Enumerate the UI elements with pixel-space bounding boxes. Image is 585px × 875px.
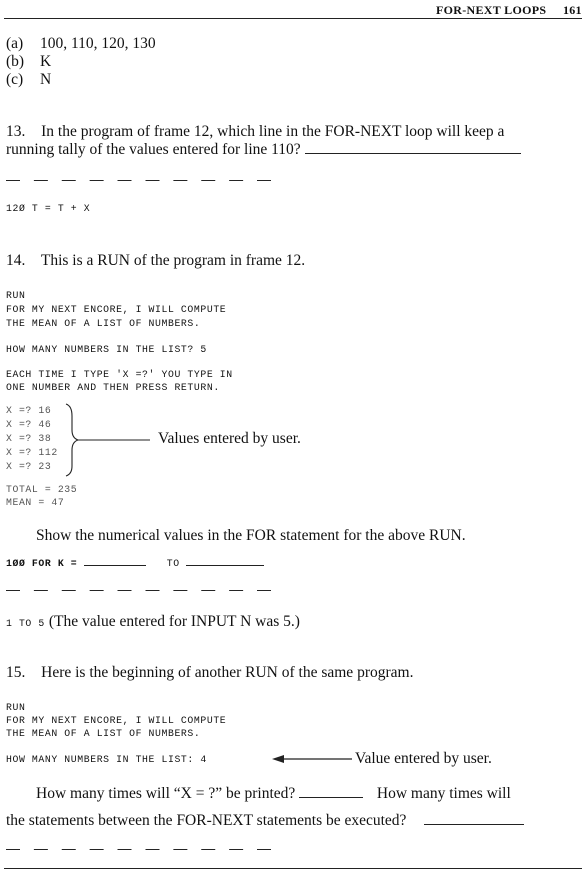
answer-code: 1 TO 5 <box>6 618 45 629</box>
code-line: 12Ø T = T + X <box>6 203 91 214</box>
annotation: Value entered by user. <box>355 750 492 767</box>
run-output-line: RUN <box>6 290 26 301</box>
run-output-line: ONE NUMBER AND THEN PRESS RETURN. <box>6 382 220 393</box>
frame-15-q2 <box>6 812 524 830</box>
question-text: How many times will <box>376 785 511 802</box>
frame-number: 14. <box>6 252 26 269</box>
frame-text: Here is the beginning of another RUN of the same program. <box>41 664 414 681</box>
footer-rule <box>4 868 582 869</box>
answer-text: 100, 110, 120, 130 <box>40 35 156 52</box>
frame-15-q1 <box>36 785 511 803</box>
answer-label: (c) <box>6 71 24 88</box>
header-rule <box>4 18 582 19</box>
input-line: X =? 46 <box>6 419 52 430</box>
for-to: TO <box>166 558 180 569</box>
frame-14-question: Show the numerical values in the FOR statement for the above RUN. <box>36 527 466 544</box>
frame-13-line1 <box>6 123 504 141</box>
answer-b <box>6 53 52 71</box>
for-start-blank[interactable] <box>84 556 146 566</box>
brace-icon <box>60 400 160 480</box>
annotation: Values entered by user. <box>158 430 301 447</box>
frame-13-line2 <box>6 141 521 159</box>
for-end-blank[interactable] <box>186 556 264 566</box>
run-output-line: EACH TIME I TYPE 'X =?' YOU TYPE IN <box>6 369 233 380</box>
frame-15-intro <box>6 664 413 682</box>
frame-14-answer <box>6 613 300 631</box>
question-text: running tally of the values entered for line 110? <box>6 141 301 158</box>
run-output-line: FOR MY NEXT ENCORE, I WILL COMPUTE <box>6 715 227 726</box>
for-statement <box>6 556 264 569</box>
answer-text: K <box>40 53 52 70</box>
separator: — — — — — — — — — — <box>6 171 277 187</box>
for-prefix: 1ØØ FOR K = <box>6 558 78 569</box>
page-number: 161 <box>562 3 582 17</box>
run-output-line: HOW MANY NUMBERS IN THE LIST: 4 <box>6 754 207 765</box>
question-text: the statements between the FOR-NEXT statements be executed? <box>6 812 407 829</box>
question-text: In the program of frame 12, which line in the FOR-NEXT loop will keep a <box>41 123 505 140</box>
answer-blank[interactable] <box>299 785 363 798</box>
separator: — — — — — — — — — — <box>6 581 277 597</box>
input-line: X =? 23 <box>6 461 52 472</box>
run-output-line: THE MEAN OF A LIST OF NUMBERS. <box>6 318 201 329</box>
answer-a <box>6 35 156 53</box>
run-output-line: THE MEAN OF A LIST OF NUMBERS. <box>6 728 201 739</box>
mean-line: MEAN = 47 <box>6 497 65 508</box>
answer-text: (The value entered for INPUT N was 5.) <box>48 613 300 630</box>
total-line: TOTAL = 235 <box>6 484 78 495</box>
header-title: FOR-NEXT LOOPS <box>436 3 547 17</box>
frame-14-intro <box>6 252 305 270</box>
answer-blank[interactable] <box>424 812 524 825</box>
frame-text: This is a RUN of the program in frame 12. <box>40 252 306 269</box>
input-line: X =? 16 <box>6 405 52 416</box>
separator: — — — — — — — — — — <box>6 840 277 856</box>
run-output-line: HOW MANY NUMBERS IN THE LIST? 5 <box>6 344 207 355</box>
answer-label: (a) <box>6 35 24 52</box>
answer-text: N <box>40 71 52 88</box>
answer-blank[interactable] <box>305 141 521 154</box>
arrow-left-icon <box>272 752 354 766</box>
running-header <box>436 3 582 18</box>
question-text: How many times will “X = ?” be printed? <box>36 785 296 802</box>
answer-label: (b) <box>6 53 25 70</box>
frame-number: 15. <box>6 664 26 681</box>
frame-number: 13. <box>6 123 26 140</box>
input-line: X =? 112 <box>6 447 58 458</box>
input-line: X =? 38 <box>6 433 52 444</box>
run-output-line: RUN <box>6 702 26 713</box>
run-output-line: FOR MY NEXT ENCORE, I WILL COMPUTE <box>6 304 227 315</box>
answer-c <box>6 71 52 89</box>
